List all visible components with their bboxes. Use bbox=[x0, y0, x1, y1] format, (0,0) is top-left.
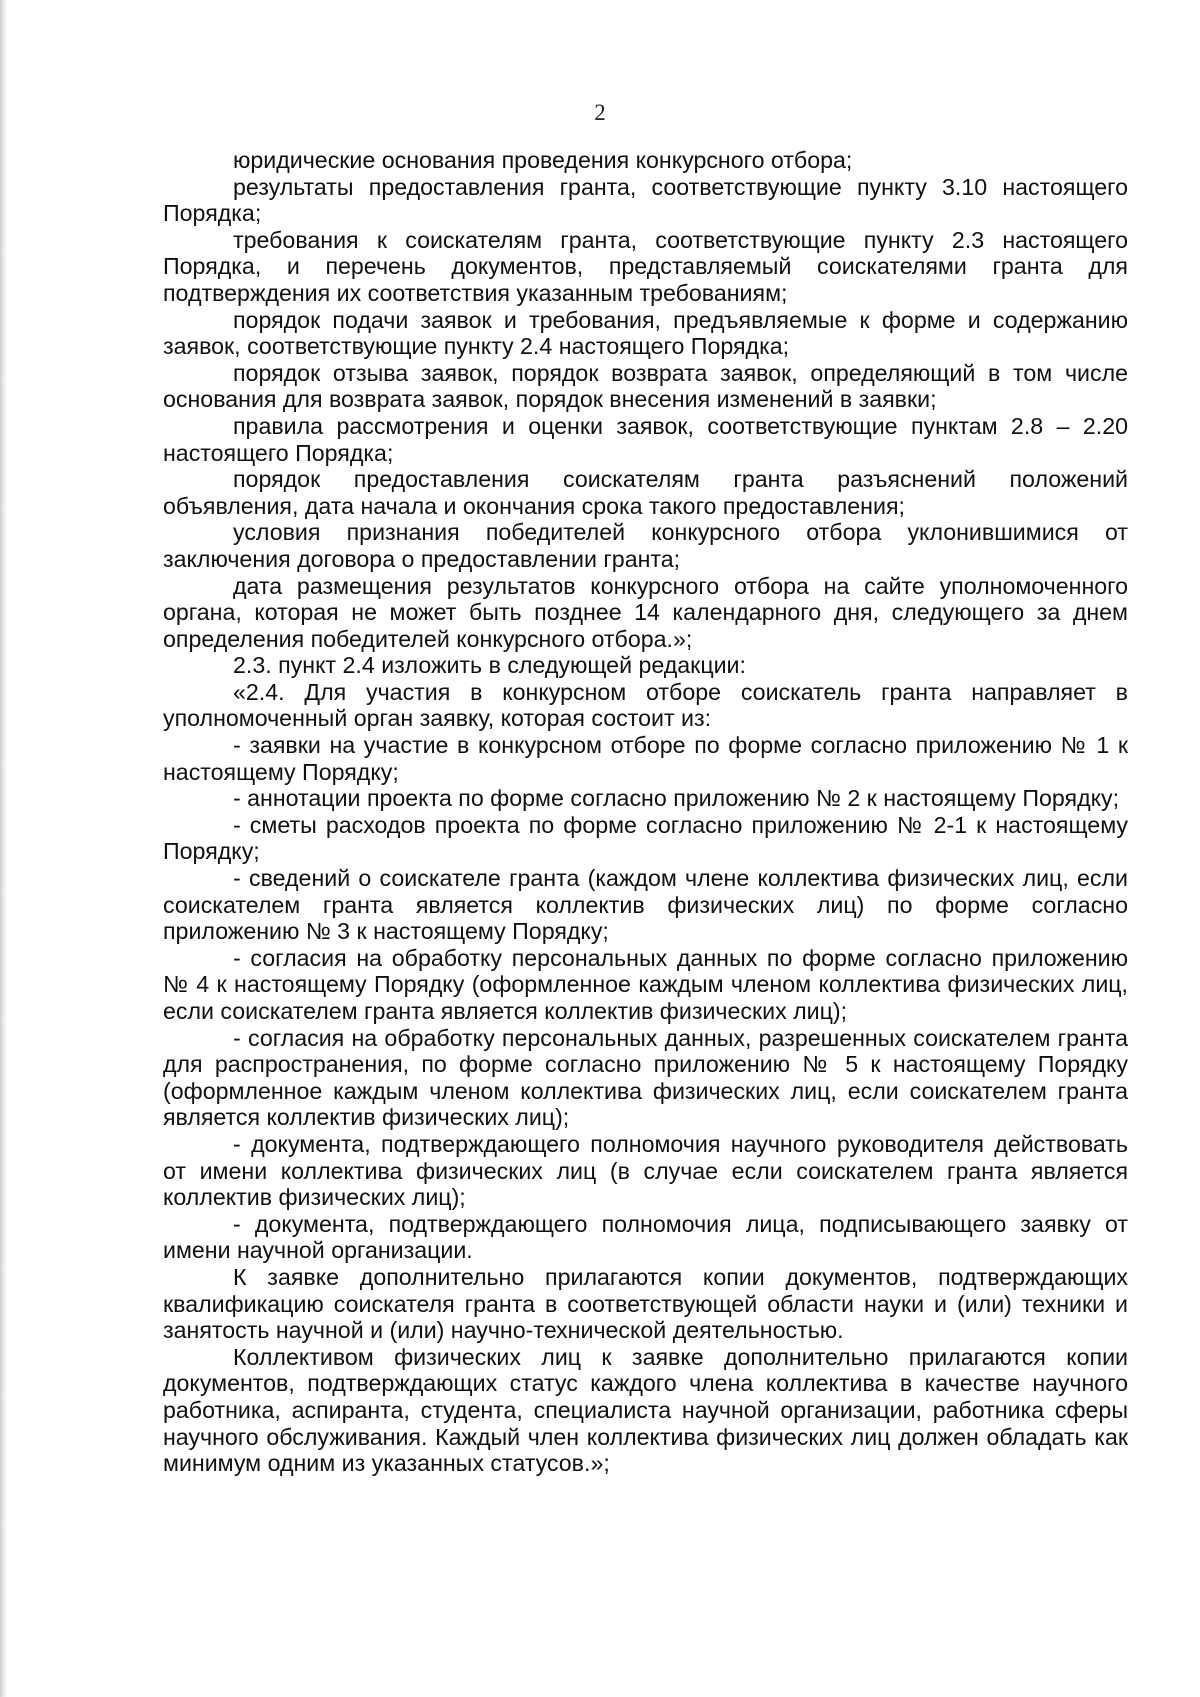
list-item: - сведений о соискателе гранта (каждом члене коллектива физических лиц, если соискателем гранта является коллектив физических лиц) по форме согласно приложению № 3 к настоящему Порядку; bbox=[163, 865, 1128, 945]
paragraph: К заявке дополнительно прилагаются копии документов, подтверждающих квалификацию соискателя гранта в соответствующей области науки и (или) техники и занятость научной и (или) научно-технической деятельностью. bbox=[163, 1263, 1128, 1344]
paragraph: юридические основания проведения конкурсного отбора; bbox=[233, 147, 853, 173]
paragraph: порядок подачи заявок и требования, предъявляемые к форме и содержанию заявок, соответствующие пункту 2.4 настоящего Порядка; bbox=[163, 306, 1128, 360]
paragraph: «2.4. Для участия в конкурсном отборе соискатель гранта направляет в уполномоченный орган заявку, которая состоит из: bbox=[163, 678, 1128, 732]
list-item: - аннотации проекта по форме согласно приложению № 2 к настоящему Порядку; bbox=[233, 785, 1120, 812]
paragraph: условия признания победителей конкурсного отбора уклонившимися от заключения договора о предоставлении гранта; bbox=[163, 519, 1128, 572]
document-body bbox=[163, 147, 1128, 1477]
list-item: - согласия на обработку персональных данных по форме согласно приложению № 4 к настоящему Порядку (оформленное каждым членом коллектива физических лиц, если соискателем гранта является коллектив физических лиц); bbox=[163, 944, 1128, 1024]
paragraph: 2.3. пункт 2.4 изложить в следующей редакции: bbox=[233, 652, 746, 679]
list-item: - согласия на обработку персональных данных, разрешенных соискателем гранта для распространения, по форме согласно приложению № 5 к настоящему Порядку (оформленное каждым членом коллектива физических лиц, если соискателем гранта является коллектив физических лиц); bbox=[163, 1024, 1128, 1131]
list-item: - сметы расходов проекта по форме согласно приложению № 2-1 к настоящему Порядку; bbox=[163, 811, 1128, 865]
paragraph: правила рассмотрения и оценки заявок, соответствующие пунктам 2.8 – 2.20 настоящего Порядка; bbox=[163, 412, 1128, 466]
paragraph: дата размещения результатов конкурсного отбора на сайте уполномоченного органа, которая не может быть позднее 14 календарного дня, следующего за днем определения победителей конкурсного отбора.»; bbox=[163, 572, 1128, 652]
paragraph: порядок предоставления соискателям гранта разъяснений положений объявления, дата начала и окончания срока такого предоставления; bbox=[163, 466, 1128, 519]
list-item: - заявки на участие в конкурсном отборе по форме согласно приложению № 1 к настоящему Порядку; bbox=[163, 732, 1128, 785]
list-item: - документа, подтверждающего полномочия лица, подписывающего заявку от имени научной организации. bbox=[163, 1210, 1128, 1264]
page-number: 2 bbox=[594, 100, 606, 125]
list-item: - документа, подтверждающего полномочия научного руководителя действовать от имени коллектива физических лиц (в случае если соискателем гранта является коллектив физических лиц); bbox=[163, 1130, 1128, 1211]
paragraph: Коллективом физических лиц к заявке дополнительно прилагаются копии документов, подтверждающих статус каждого члена коллектива в качестве научного работника, аспиранта, студента, специалиста научной организации, работника сферы научного обслуживания. Каждый член коллектива физических лиц должен обладать как минимум одним из указанных статусов.»; bbox=[163, 1343, 1128, 1477]
paragraph: результаты предоставления гранта, соответствующие пункту 3.10 настоящего Порядка; bbox=[163, 173, 1128, 227]
scan-edge bbox=[0, 0, 7, 1697]
paragraph: порядок отзыва заявок, порядок возврата заявок, определяющий в том числе основания для возврата заявок, порядок внесения изменений в заявки; bbox=[163, 359, 1128, 413]
paragraph: требования к соискателям гранта, соответствующие пункту 2.3 настоящего Порядка, и перечень документов, представляемый соискателями гранта для подтверждения их соответствия указанным требованиям; bbox=[163, 226, 1128, 306]
